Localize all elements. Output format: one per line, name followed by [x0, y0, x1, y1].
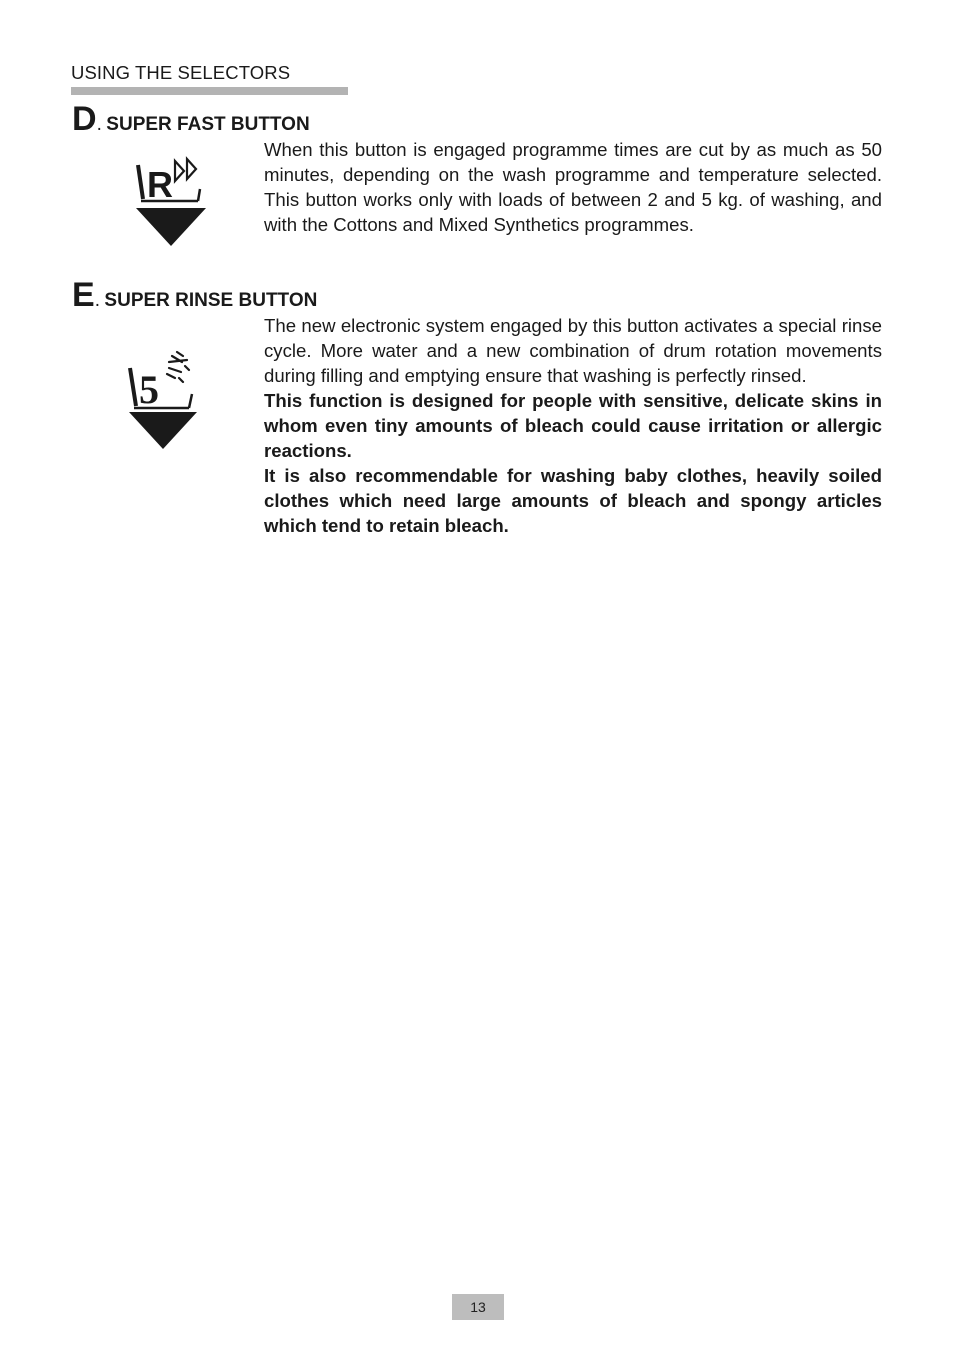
section-letter: D: [72, 100, 97, 138]
section-title: SUPER FAST BUTTON: [106, 114, 310, 135]
section-title: SUPER RINSE BUTTON: [104, 290, 318, 311]
super-fast-icon: [132, 155, 210, 249]
heading-super-fast-button: [72, 102, 310, 136]
section-header: USING THE SELECTORS: [71, 62, 291, 83]
super-rinse-description: [264, 313, 882, 538]
section-letter: E: [72, 276, 95, 314]
heading-super-rinse-button: [72, 278, 317, 312]
paragraph: When this button is engaged programme times are cut by as much as 50 minutes, depending on the wash programme and temperature selected. This button works only with loads of between 2 and 5 kg. of washing, and with the Cottons and Mixed Synthetics programmes.: [264, 139, 882, 235]
bold-paragraph: It is also recommendable for washing baby clothes, heavily soiled clothes which need large amounts of bleach and spongy articles which tend to retain bleach.: [264, 465, 882, 536]
super-fast-description: [264, 137, 882, 237]
icon-digit: 5: [139, 367, 159, 412]
page-number: 13: [452, 1294, 504, 1320]
bold-paragraph: This function is designed for people with sensitive, delicate skins in whom even tiny amounts of bleach could cause irritation or allergic reactions.: [264, 390, 882, 461]
super-rinse-icon: [125, 348, 203, 452]
header-rule: [71, 87, 348, 95]
icon-letter: R: [147, 164, 173, 205]
paragraph: The new electronic system engaged by this button activates a special rinse cycle. More water and a new combination of drum rotation movements during filling and emptying ensure that washing is perfectly rinsed.: [264, 315, 882, 386]
section-separator: .: [96, 114, 102, 135]
section-separator: .: [94, 290, 100, 311]
